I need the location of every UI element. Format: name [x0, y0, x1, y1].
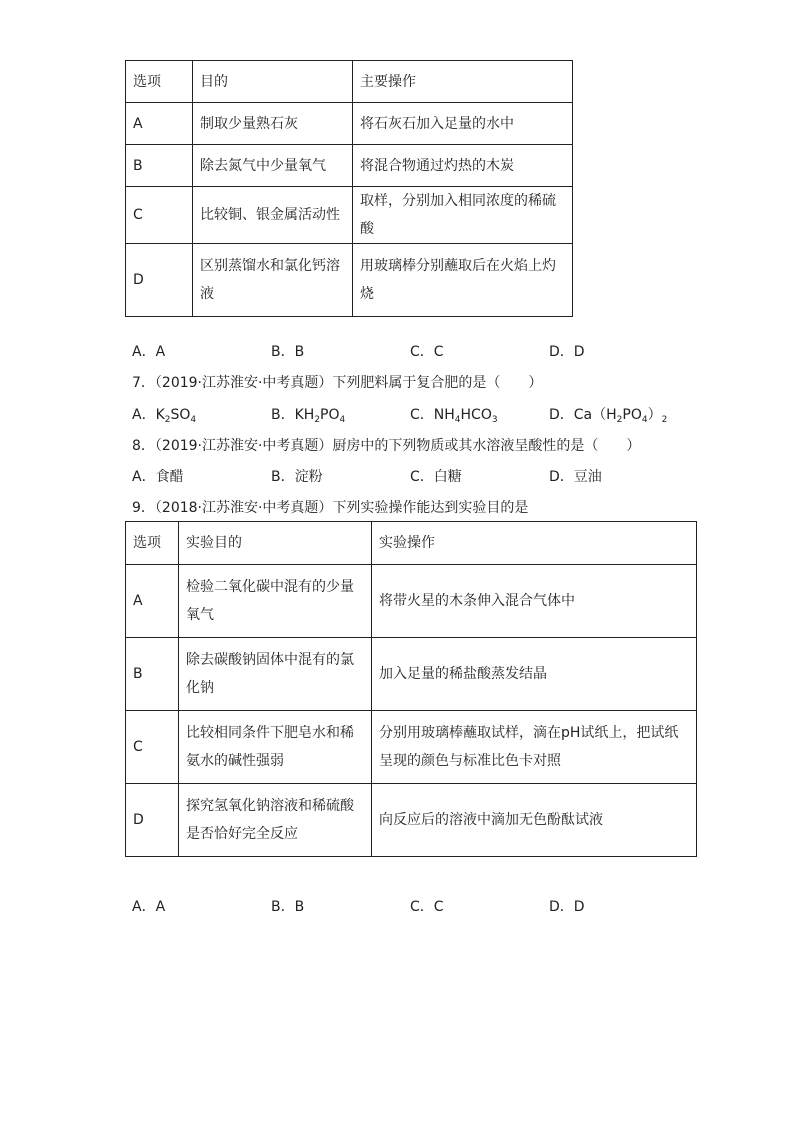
q6-option-c: C．C	[410, 344, 444, 360]
header-option: 选项	[126, 61, 193, 103]
table-row	[126, 145, 573, 187]
q9-option-b: B．B	[271, 899, 305, 915]
table-cell: 将带火星的木条伸入混合气体中	[372, 565, 697, 638]
q7-option-b: B．$KH_2PO_4$	[271, 407, 346, 425]
table-cell: 制取少量熟石灰	[193, 103, 353, 145]
q8-option-c: C．白糖	[410, 469, 462, 485]
question-9-text: 9．（2018·江苏淮安·中考真题）下列实验操作能达到实验目的是	[132, 500, 529, 516]
table-cell: 将石灰石加入足量的水中	[353, 103, 573, 145]
table-cell: 区别蒸馏水和氯化钙溶液	[193, 244, 353, 317]
table-header-row	[126, 61, 573, 103]
table-cell: C	[126, 187, 193, 244]
table-cell: 用玻璃棒分别蘸取后在火焰上灼烧	[353, 244, 573, 317]
q7-option-a: A．$K_2SO_4$	[132, 407, 197, 425]
table-cell: 检验二氧化碳中混有的少量氧气	[179, 565, 372, 638]
q6-option-a: A．A	[132, 344, 166, 360]
table-row	[126, 244, 573, 317]
table-cell: 比较相同条件下肥皂水和稀氨水的碱性强弱	[179, 711, 372, 784]
q9-option-d: D．D	[549, 899, 585, 915]
q6-option-b: B．B	[271, 344, 305, 360]
question-7-text: 7．（2019·江苏淮安·中考真题）下列肥料属于复合肥的是（ ）	[132, 375, 543, 391]
table-cell: 分别用玻璃棒蘸取试样，滴在pH试纸上，把试纸呈现的颜色与标准比色卡对照	[372, 711, 697, 784]
q7-option-d: D．$Ca(H_2PO_4)_2$	[549, 407, 668, 425]
table-cell: 加入足量的稀盐酸蒸发结晶	[372, 638, 697, 711]
q8-option-d: D．豆油	[549, 469, 602, 485]
table-cell: 向反应后的溶液中滴加无色酚酞试液	[372, 784, 697, 857]
q6-option-d: D．D	[549, 344, 585, 360]
table-row	[126, 711, 697, 784]
table-cell: B	[126, 638, 179, 711]
table-cell: A	[126, 103, 193, 145]
question-8-text: 8．（2019·江苏淮安·中考真题）厨房中的下列物质或其水溶液呈酸性的是（ ）	[132, 438, 641, 454]
header-operation: 主要操作	[353, 61, 573, 103]
table-row	[126, 784, 697, 857]
table-cell: B	[126, 145, 193, 187]
header-option: 选项	[126, 522, 179, 565]
table-cell: 除去碳酸钠固体中混有的氯化钠	[179, 638, 372, 711]
table-cell: 将混合物通过灼热的木炭	[353, 145, 573, 187]
table-cell: C	[126, 711, 179, 784]
q8-option-b: B．淀粉	[271, 469, 323, 485]
table-cell: A	[126, 565, 179, 638]
table-header-row	[126, 522, 697, 565]
question-9-table	[125, 521, 697, 857]
table-row	[126, 103, 573, 145]
question-6-table	[125, 60, 573, 317]
q8-option-a: A．食醋	[132, 469, 184, 485]
header-purpose: 目的	[193, 61, 353, 103]
table-row	[126, 565, 697, 638]
table-cell: D	[126, 244, 193, 317]
table-cell: 除去氮气中少量氧气	[193, 145, 353, 187]
header-experiment-operation: 实验操作	[372, 522, 697, 565]
q7-option-c: C．$NH_4HCO_3$	[410, 407, 498, 425]
q9-option-c: C．C	[410, 899, 444, 915]
table-cell: 取样，分别加入相同浓度的稀硫酸	[353, 187, 573, 244]
table-cell: 探究氢氧化钠溶液和稀硫酸是否恰好完全反应	[179, 784, 372, 857]
table-row	[126, 638, 697, 711]
table-cell: D	[126, 784, 179, 857]
table-cell: 比较铜、银金属活动性	[193, 187, 353, 244]
table-row	[126, 187, 573, 244]
q9-option-a: A．A	[132, 899, 166, 915]
header-experiment-purpose: 实验目的	[179, 522, 372, 565]
